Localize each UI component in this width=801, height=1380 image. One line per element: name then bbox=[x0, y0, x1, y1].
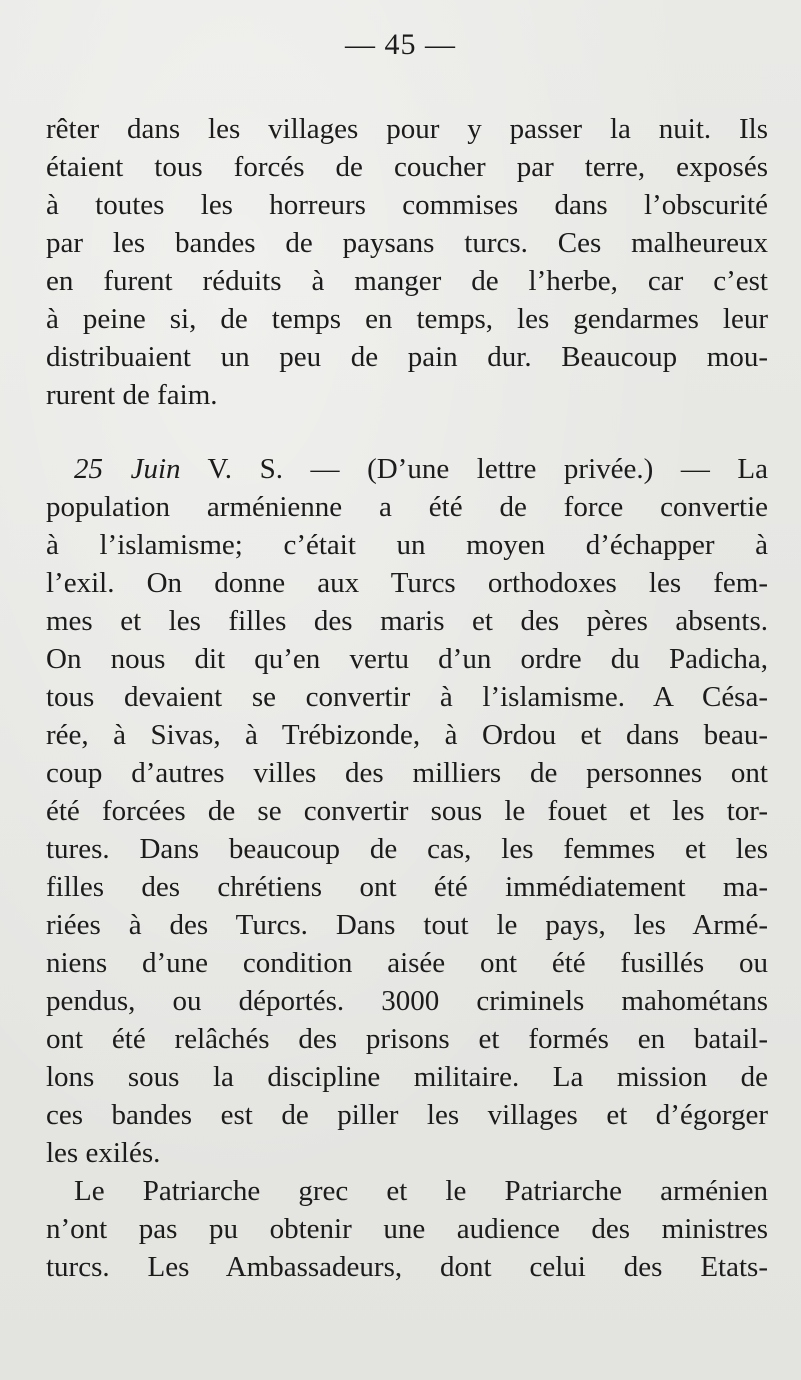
text-line: rurent de faim. bbox=[46, 379, 218, 411]
paragraph-1 bbox=[46, 110, 768, 414]
paragraph-3 bbox=[46, 1172, 768, 1286]
text-line: turcs. Les Ambassadeurs, dont celui des Etats- bbox=[46, 1251, 768, 1283]
text-line: mes et les filles des maris et des pères absents. bbox=[46, 605, 768, 637]
entry-date: 25 Juin bbox=[74, 453, 181, 485]
text-line: ces bandes est de piller les villages et d’égorger bbox=[46, 1099, 768, 1131]
text-line: rée, à Sivas, à Trébizonde, à Ordou et dans beau- bbox=[46, 719, 768, 751]
text-line: filles des chrétiens ont été immédiatement ma- bbox=[46, 871, 768, 903]
text-line: à toutes les horreurs commises dans l’obscurité bbox=[46, 189, 768, 221]
text-line: à peine si, de temps en temps, les gendarmes leur bbox=[46, 303, 768, 335]
text-line: été forcées de se convertir sous le fouet et les tor- bbox=[46, 795, 768, 827]
text-line: l’exil. On donne aux Turcs orthodoxes les fem- bbox=[46, 567, 768, 599]
text-line: à l’islamisme; c’était un moyen d’échapper à bbox=[46, 529, 768, 561]
text-line: lons sous la discipline militaire. La mission de bbox=[46, 1061, 768, 1093]
text-line: par les bandes de paysans turcs. Ces malheureux bbox=[46, 227, 768, 259]
text-line: coup d’autres villes des milliers de personnes ont bbox=[46, 757, 768, 789]
text-line: distribuaient un peu de pain dur. Beaucoup mou- bbox=[46, 341, 768, 373]
paragraph-2 bbox=[46, 450, 768, 1172]
text-line: Le Patriarche grec et le Patriarche arménien bbox=[74, 1175, 768, 1207]
text-line: rêter dans les villages pour y passer la nuit. Ils bbox=[46, 113, 768, 145]
text-line: tures. Dans beaucoup de cas, les femmes et les bbox=[46, 833, 768, 865]
text-line: On nous dit qu’en vertu d’un ordre du Padicha, bbox=[46, 643, 768, 675]
text-line: en furent réduits à manger de l’herbe, car c’est bbox=[46, 265, 768, 297]
text-line: ont été relâchés des prisons et formés en batail- bbox=[46, 1023, 768, 1055]
text-line bbox=[46, 450, 768, 488]
text-line: étaient tous forcés de coucher par terre, exposés bbox=[46, 151, 768, 183]
text-line: riées à des Turcs. Dans tout le pays, les Armé- bbox=[46, 909, 768, 941]
text-line: tous devaient se convertir à l’islamisme. A Césa- bbox=[46, 681, 768, 713]
text-line: niens d’une condition aisée ont été fusillés ou bbox=[46, 947, 768, 979]
text-line: pendus, ou déportés. 3000 criminels mahométans bbox=[46, 985, 768, 1017]
text-line: les exilés. bbox=[46, 1137, 161, 1169]
text-line: population arménienne a été de force convertie bbox=[46, 491, 768, 523]
page-number: — 45 — bbox=[345, 28, 456, 61]
text-line: n’ont pas pu obtenir une audience des ministres bbox=[46, 1213, 768, 1245]
entry-source: V. S. — (D’une lettre privée.) — La bbox=[180, 453, 768, 485]
